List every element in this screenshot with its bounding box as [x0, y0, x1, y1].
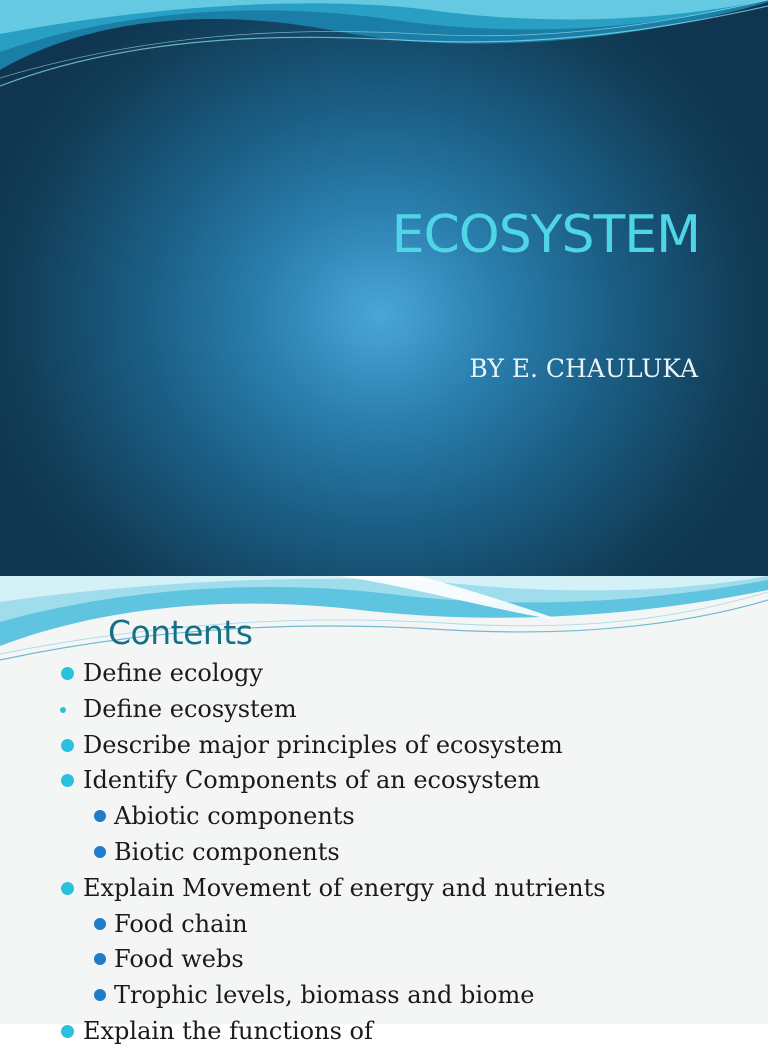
list-item-text: Food webs — [114, 945, 244, 974]
list-item-text: Food chain — [114, 909, 248, 938]
list-item-text: Describe major principles of ecosystem — [83, 730, 563, 759]
list-item — [0, 765, 768, 801]
cyan-dot-icon — [61, 774, 74, 787]
contents-list — [0, 658, 768, 1052]
slide-subtitle: BY E. CHAULUKA — [469, 354, 698, 383]
list-item-text: Biotic components — [114, 837, 340, 866]
cyan-dot-icon — [61, 1025, 74, 1038]
blue-dot-icon — [94, 918, 106, 930]
list-subitem — [0, 980, 768, 1016]
list-subitem — [0, 837, 768, 873]
blue-dot-icon — [94, 846, 106, 858]
list-subitem — [0, 909, 768, 945]
list-item-text: Abiotic components — [114, 802, 355, 831]
list-item-text: Identify Components of an ecosystem — [83, 766, 541, 795]
blue-dot-icon — [94, 810, 106, 822]
cyan-dot-icon — [61, 667, 74, 680]
list-subitem — [0, 944, 768, 980]
list-item — [0, 1016, 768, 1052]
list-item — [0, 694, 768, 730]
list-item — [0, 658, 768, 694]
contents-title: Contents — [108, 613, 253, 652]
list-item — [0, 730, 768, 766]
blue-dot-icon — [94, 989, 106, 1001]
list-item — [0, 873, 768, 909]
list-item-text: Define ecosystem — [83, 694, 297, 723]
blue-dot-icon — [94, 953, 106, 965]
slide-title: ECOSYSTEM — [391, 205, 700, 265]
contents-slide — [0, 576, 768, 1045]
list-item-text: Trophic levels, biomass and biome — [114, 981, 535, 1010]
small-cyan-dot-icon — [60, 707, 66, 713]
list-item-text: Define ecology — [83, 659, 263, 687]
wave-decoration — [0, 0, 768, 110]
list-item-text: Explain the functions of — [83, 1016, 373, 1045]
cyan-dot-icon — [61, 739, 74, 752]
list-subitem — [0, 801, 768, 837]
list-item-text: Explain Movement of energy and nutrients — [83, 873, 606, 902]
cyan-dot-icon — [61, 882, 74, 895]
